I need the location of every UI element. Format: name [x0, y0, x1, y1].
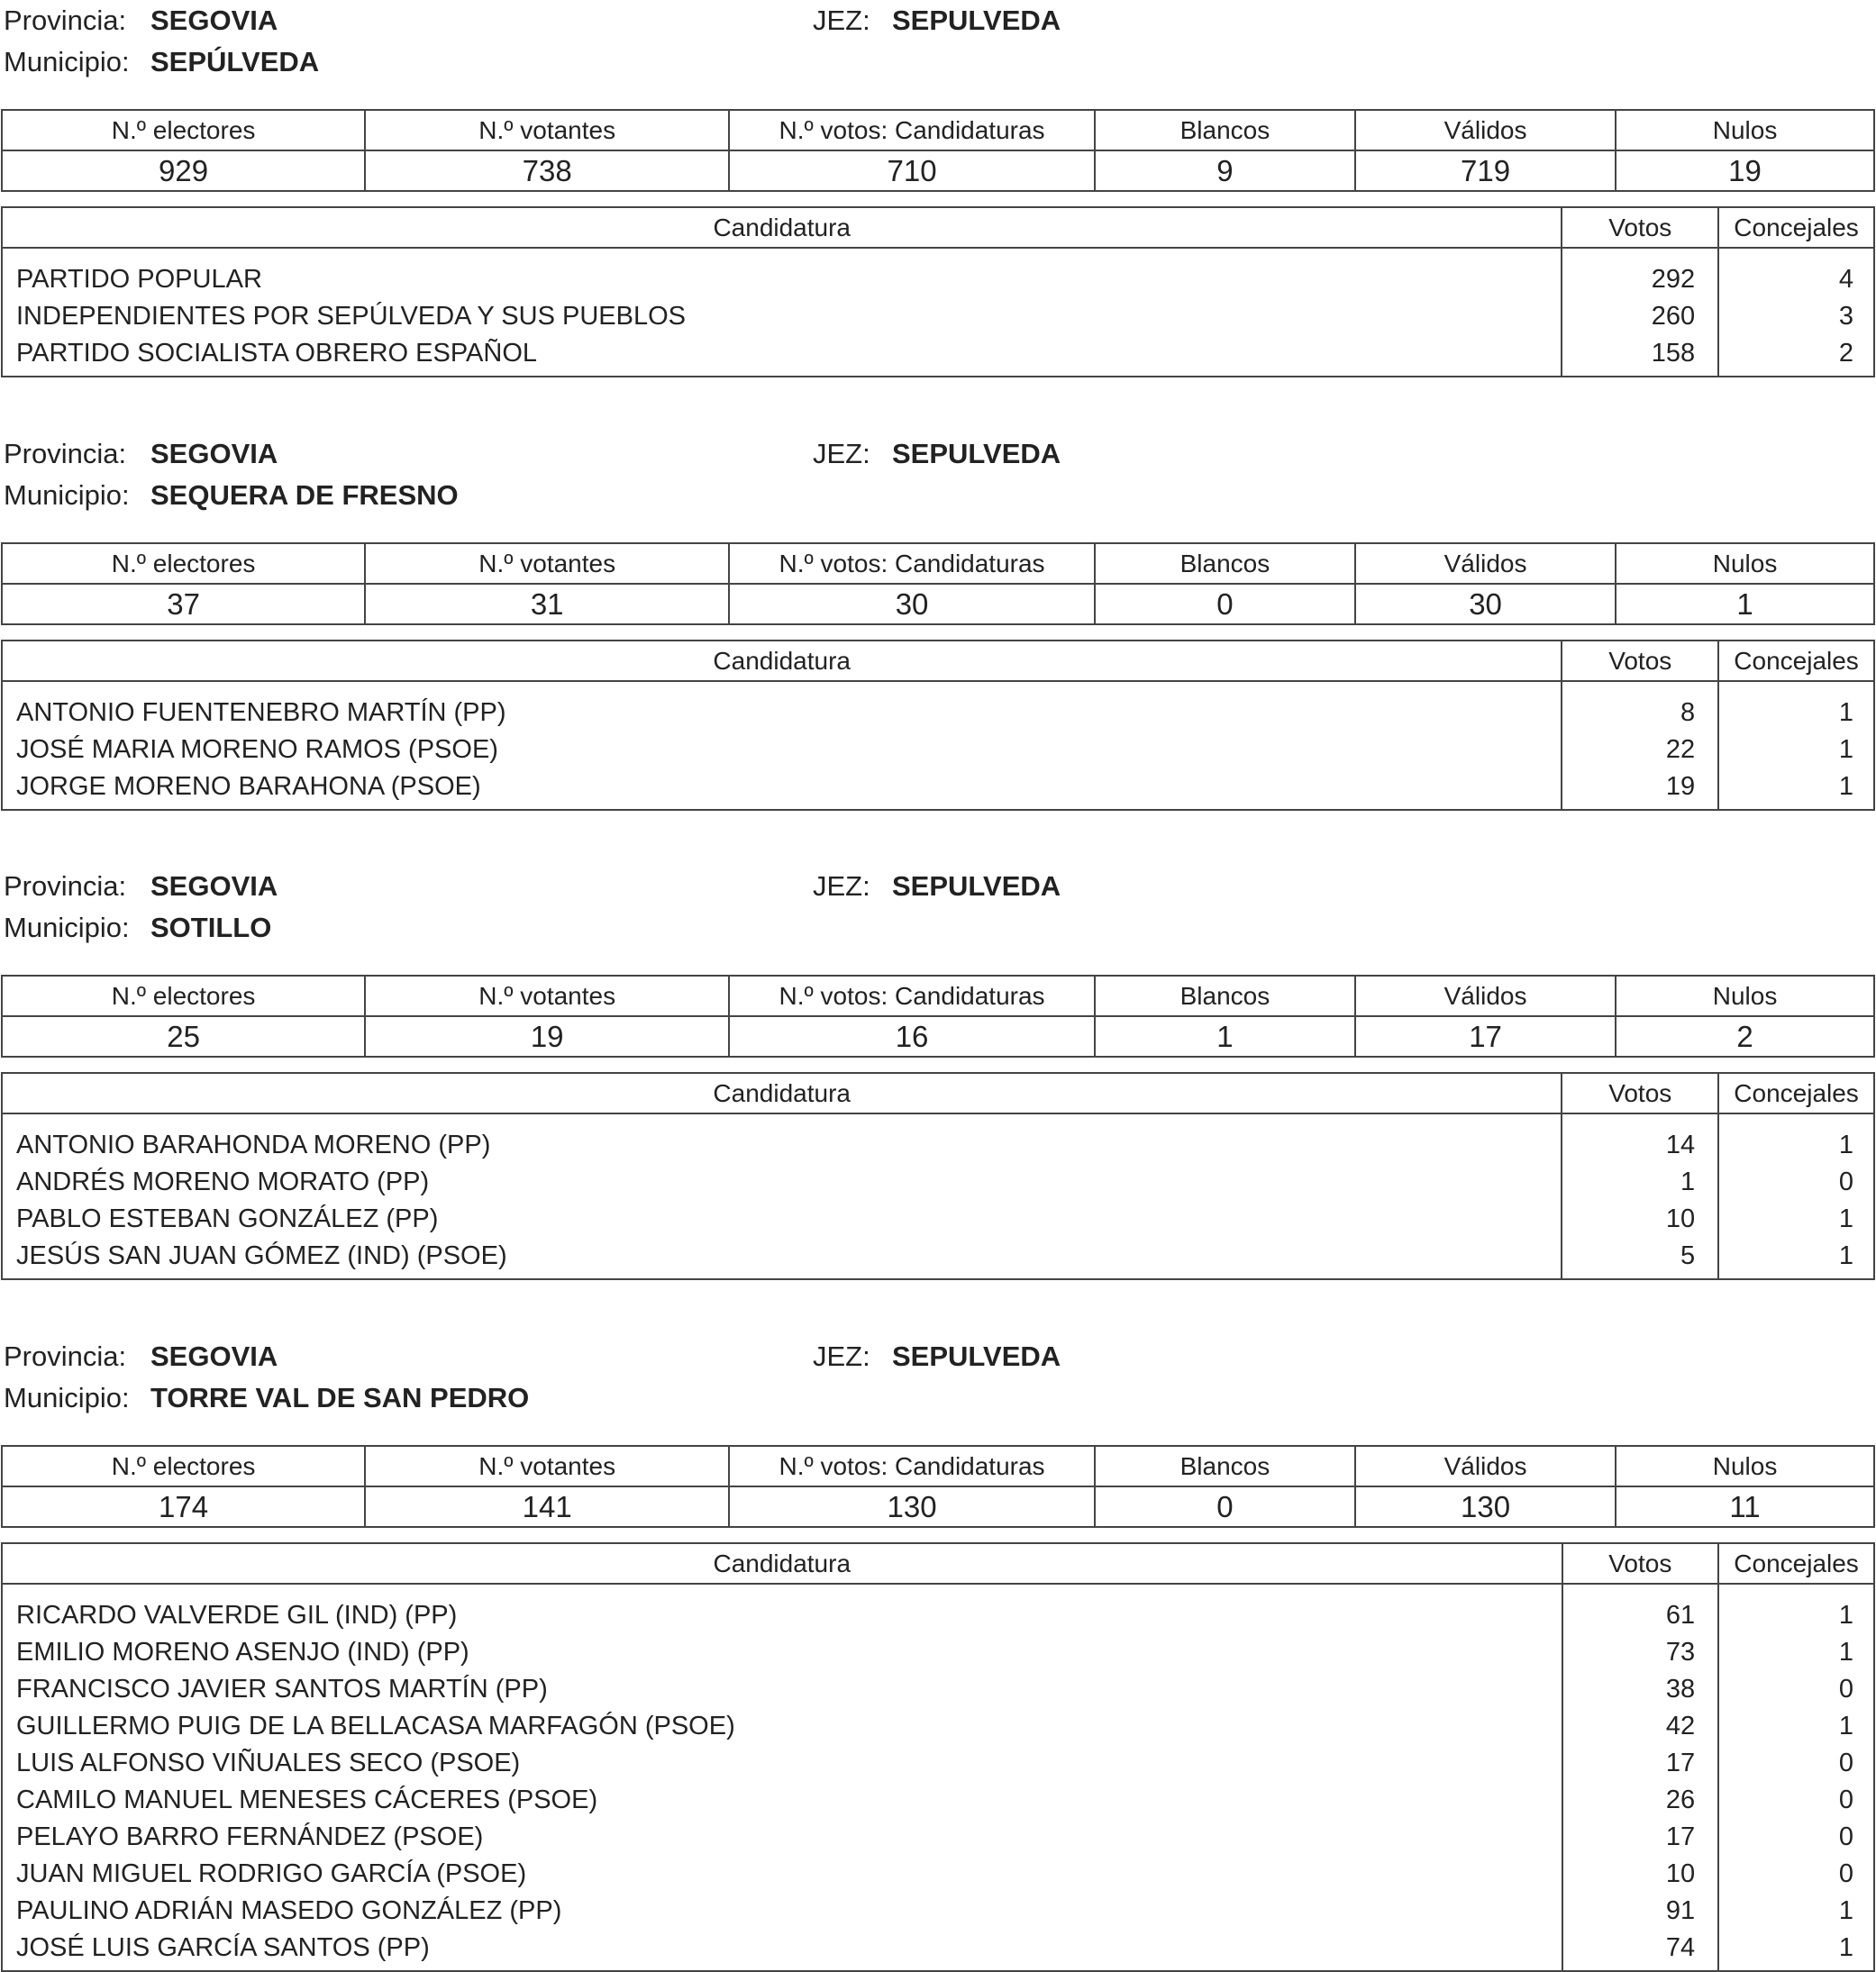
stats-value-validos: 30: [1355, 584, 1616, 624]
candidate-concejales: 4: [1718, 248, 1874, 298]
stats-value-blancos: 0: [1095, 584, 1355, 624]
candidate-votos: 17: [1562, 1745, 1719, 1782]
jez-line: [813, 866, 1061, 907]
candidate-concejales: 1: [1718, 768, 1874, 810]
candidatura-header: Candidatura: [2, 1543, 1562, 1584]
candidate-votos: 73: [1562, 1634, 1719, 1671]
stats-table: [1, 109, 1875, 192]
provincia-value: SEGOVIA: [150, 438, 278, 469]
votos-header: Votos: [1562, 1073, 1718, 1113]
stats-header-votantes: N.º votantes: [365, 976, 729, 1016]
stats-header-validos: Válidos: [1355, 110, 1616, 150]
stats-header-electores: N.º electores: [2, 110, 365, 150]
provincia-value: SEGOVIA: [150, 870, 278, 902]
jez-line: [813, 0, 1061, 41]
candidates-table: [1, 206, 1875, 377]
candidate-votos: 5: [1562, 1238, 1718, 1279]
municipio-line: [4, 41, 320, 83]
stats-header-votantes: N.º votantes: [365, 1446, 729, 1486]
provincia-line: [4, 1336, 278, 1377]
stats-table: [1, 542, 1875, 625]
candidate-votos: 260: [1562, 298, 1718, 335]
stats-value-votantes: 19: [365, 1016, 729, 1057]
municipio-line: [4, 907, 272, 949]
candidate-concejales: 0: [1718, 1164, 1874, 1201]
stats-header-nulos: Nulos: [1616, 1446, 1874, 1486]
candidate-concejales: 1: [1718, 1201, 1874, 1238]
stats-header-validos: Válidos: [1355, 1446, 1616, 1486]
candidate-row: [2, 1671, 1874, 1708]
municipality-block: [0, 0, 1876, 423]
candidate-row: [2, 681, 1874, 732]
candidate-votos: 10: [1562, 1201, 1718, 1238]
municipio-label: Municipio:: [4, 912, 130, 943]
candidate-name: FRANCISCO JAVIER SANTOS MARTÍN (PP): [2, 1671, 1562, 1708]
stats-header-nulos: Nulos: [1616, 976, 1874, 1016]
candidates-table: [1, 1542, 1875, 1972]
provincia-label: Provincia:: [4, 870, 127, 902]
candidate-concejales: 1: [1718, 681, 1874, 732]
candidate-name: ANTONIO BARAHONDA MORENO (PP): [2, 1113, 1562, 1164]
stats-header-nulos: Nulos: [1616, 110, 1874, 150]
municipio-label: Municipio:: [4, 479, 130, 511]
stats-value-votos_cand: 130: [729, 1486, 1095, 1527]
jez-label: JEZ:: [813, 1340, 870, 1372]
candidate-votos: 158: [1562, 335, 1718, 377]
stats-value-blancos: 0: [1095, 1486, 1355, 1527]
jez-value: SEPULVEDA: [892, 438, 1061, 469]
municipality-block: [0, 866, 1876, 1289]
stats-header-blancos: Blancos: [1095, 1446, 1355, 1486]
municipio-line: [4, 475, 459, 516]
stats-value-validos: 130: [1355, 1486, 1616, 1527]
municipio-value: TORRE VAL DE SAN PEDRO: [150, 1382, 530, 1413]
candidate-name: RICARDO VALVERDE GIL (IND) (PP): [2, 1584, 1562, 1634]
stats-value-votos_cand: 30: [729, 584, 1095, 624]
concejales-header: Concejales: [1718, 1543, 1874, 1584]
stats-value-nulos: 11: [1616, 1486, 1874, 1527]
candidate-name: PAULINO ADRIÁN MASEDO GONZÁLEZ (PP): [2, 1893, 1562, 1930]
candidate-name: PARTIDO POPULAR: [2, 248, 1562, 298]
candidate-row: [2, 1201, 1874, 1238]
stats-header-electores: N.º electores: [2, 543, 365, 584]
stats-value-electores: 37: [2, 584, 365, 624]
candidate-row: [2, 1164, 1874, 1201]
stats-header-votos_cand: N.º votos: Candidaturas: [729, 1446, 1095, 1486]
candidate-name: JUAN MIGUEL RODRIGO GARCÍA (PSOE): [2, 1856, 1562, 1893]
candidates-table: [1, 1072, 1875, 1280]
candidate-votos: 8: [1562, 681, 1718, 732]
stats-value-blancos: 1: [1095, 1016, 1355, 1057]
candidate-name: PELAYO BARRO FERNÁNDEZ (PSOE): [2, 1819, 1562, 1856]
candidate-row: [2, 298, 1874, 335]
provincia-line: [4, 0, 278, 41]
candidate-votos: 74: [1562, 1930, 1719, 1971]
candidate-votos: 292: [1562, 248, 1718, 298]
candidate-row: [2, 1782, 1874, 1819]
candidate-name: ANTONIO FUENTENEBRO MARTÍN (PP): [2, 681, 1562, 732]
stats-value-validos: 719: [1355, 150, 1616, 191]
candidatura-header: Candidatura: [2, 641, 1562, 681]
provincia-line: [4, 866, 278, 907]
stats-table: [1, 1445, 1875, 1528]
candidate-votos: 26: [1562, 1782, 1719, 1819]
candidate-name: JOSÉ MARIA MORENO RAMOS (PSOE): [2, 732, 1562, 768]
candidate-row: [2, 1708, 1874, 1745]
candidate-votos: 38: [1562, 1671, 1719, 1708]
candidate-row: [2, 1893, 1874, 1930]
candidate-concejales: 1: [1718, 1930, 1874, 1971]
votos-header: Votos: [1562, 207, 1718, 248]
stats-value-votantes: 141: [365, 1486, 729, 1527]
candidate-votos: 17: [1562, 1819, 1719, 1856]
municipio-label: Municipio:: [4, 46, 130, 77]
stats-header-blancos: Blancos: [1095, 110, 1355, 150]
stats-value-blancos: 9: [1095, 150, 1355, 191]
candidate-concejales: 1: [1718, 1113, 1874, 1164]
stats-header-votantes: N.º votantes: [365, 543, 729, 584]
provincia-label: Provincia:: [4, 5, 127, 36]
jez-label: JEZ:: [813, 870, 870, 902]
jez-line: [813, 433, 1061, 475]
municipio-value: SEQUERA DE FRESNO: [150, 479, 459, 511]
candidate-concejales: 0: [1718, 1819, 1874, 1856]
stats-value-votantes: 738: [365, 150, 729, 191]
candidate-concejales: 1: [1718, 1634, 1874, 1671]
candidate-name: LUIS ALFONSO VIÑUALES SECO (PSOE): [2, 1745, 1562, 1782]
stats-header-votos_cand: N.º votos: Candidaturas: [729, 976, 1095, 1016]
candidate-row: [2, 1745, 1874, 1782]
stats-header-electores: N.º electores: [2, 1446, 365, 1486]
candidate-name: EMILIO MORENO ASENJO (IND) (PP): [2, 1634, 1562, 1671]
stats-value-validos: 17: [1355, 1016, 1616, 1057]
candidate-row: [2, 1930, 1874, 1971]
candidate-concejales: 1: [1718, 1584, 1874, 1634]
candidate-concejales: 2: [1718, 335, 1874, 377]
candidate-concejales: 3: [1718, 298, 1874, 335]
stats-header-validos: Válidos: [1355, 976, 1616, 1016]
candidate-row: [2, 1584, 1874, 1634]
candidate-name: ANDRÉS MORENO MORATO (PP): [2, 1164, 1562, 1201]
candidate-concejales: 0: [1718, 1745, 1874, 1782]
stats-header-votos_cand: N.º votos: Candidaturas: [729, 110, 1095, 150]
candidate-votos: 10: [1562, 1856, 1719, 1893]
candidate-row: [2, 1238, 1874, 1279]
provincia-label: Provincia:: [4, 1340, 127, 1372]
candidate-concejales: 0: [1718, 1671, 1874, 1708]
municipio-label: Municipio:: [4, 1382, 130, 1413]
candidate-row: [2, 1634, 1874, 1671]
jez-label: JEZ:: [813, 438, 870, 469]
candidate-row: [2, 1819, 1874, 1856]
municipio-line: [4, 1377, 530, 1419]
municipio-value: SEPÚLVEDA: [150, 46, 320, 77]
stats-value-nulos: 19: [1616, 150, 1874, 191]
candidate-name: PABLO ESTEBAN GONZÁLEZ (PP): [2, 1201, 1562, 1238]
candidate-name: JOSÉ LUIS GARCÍA SANTOS (PP): [2, 1930, 1562, 1971]
stats-header-nulos: Nulos: [1616, 543, 1874, 584]
stats-header-electores: N.º electores: [2, 976, 365, 1016]
stats-header-votantes: N.º votantes: [365, 110, 729, 150]
candidate-concejales: 1: [1718, 1708, 1874, 1745]
provincia-label: Provincia:: [4, 438, 127, 469]
candidate-row: [2, 1856, 1874, 1893]
candidate-row: [2, 732, 1874, 768]
candidate-votos: 42: [1562, 1708, 1719, 1745]
candidate-votos: 19: [1562, 768, 1718, 810]
candidate-name: GUILLERMO PUIG DE LA BELLACASA MARFAGÓN (PSOE): [2, 1708, 1562, 1745]
candidate-row: [2, 335, 1874, 377]
jez-value: SEPULVEDA: [892, 870, 1061, 902]
municipio-value: SOTILLO: [150, 912, 272, 943]
votos-header: Votos: [1562, 1543, 1719, 1584]
candidate-name: PARTIDO SOCIALISTA OBRERO ESPAÑOL: [2, 335, 1562, 377]
candidate-row: [2, 1113, 1874, 1164]
municipality-block: [0, 433, 1876, 857]
stats-value-electores: 929: [2, 150, 365, 191]
candidatura-header: Candidatura: [2, 207, 1562, 248]
candidate-concejales: 0: [1718, 1782, 1874, 1819]
jez-label: JEZ:: [813, 5, 870, 36]
provincia-value: SEGOVIA: [150, 5, 278, 36]
candidate-votos: 61: [1562, 1584, 1719, 1634]
stats-value-votos_cand: 16: [729, 1016, 1095, 1057]
candidate-concejales: 1: [1718, 1238, 1874, 1279]
stats-value-electores: 25: [2, 1016, 365, 1057]
candidate-name: CAMILO MANUEL MENESES CÁCERES (PSOE): [2, 1782, 1562, 1819]
candidatura-header: Candidatura: [2, 1073, 1562, 1113]
candidates-table: [1, 640, 1875, 811]
jez-value: SEPULVEDA: [892, 1340, 1061, 1372]
stats-header-blancos: Blancos: [1095, 976, 1355, 1016]
candidate-name: INDEPENDIENTES POR SEPÚLVEDA Y SUS PUEBLOS: [2, 298, 1562, 335]
candidate-votos: 14: [1562, 1113, 1718, 1164]
candidate-votos: 1: [1562, 1164, 1718, 1201]
stats-value-votos_cand: 710: [729, 150, 1095, 191]
votos-header: Votos: [1562, 641, 1718, 681]
stats-header-validos: Válidos: [1355, 543, 1616, 584]
provincia-value: SEGOVIA: [150, 1340, 278, 1372]
stats-table: [1, 975, 1875, 1058]
stats-value-votantes: 31: [365, 584, 729, 624]
candidate-name: JORGE MORENO BARAHONA (PSOE): [2, 768, 1562, 810]
stats-value-electores: 174: [2, 1486, 365, 1527]
candidate-concejales: 1: [1718, 1893, 1874, 1930]
candidate-votos: 22: [1562, 732, 1718, 768]
stats-header-votos_cand: N.º votos: Candidaturas: [729, 543, 1095, 584]
jez-value: SEPULVEDA: [892, 5, 1061, 36]
concejales-header: Concejales: [1718, 1073, 1874, 1113]
concejales-header: Concejales: [1718, 207, 1874, 248]
candidate-row: [2, 248, 1874, 298]
stats-header-blancos: Blancos: [1095, 543, 1355, 584]
jez-line: [813, 1336, 1061, 1377]
municipality-block: [0, 1336, 1876, 1970]
candidate-name: JESÚS SAN JUAN GÓMEZ (IND) (PSOE): [2, 1238, 1562, 1279]
candidate-concejales: 0: [1718, 1856, 1874, 1893]
provincia-line: [4, 433, 278, 475]
candidate-concejales: 1: [1718, 732, 1874, 768]
candidate-votos: 91: [1562, 1893, 1719, 1930]
candidate-row: [2, 768, 1874, 810]
stats-value-nulos: 2: [1616, 1016, 1874, 1057]
stats-value-nulos: 1: [1616, 584, 1874, 624]
concejales-header: Concejales: [1718, 641, 1874, 681]
